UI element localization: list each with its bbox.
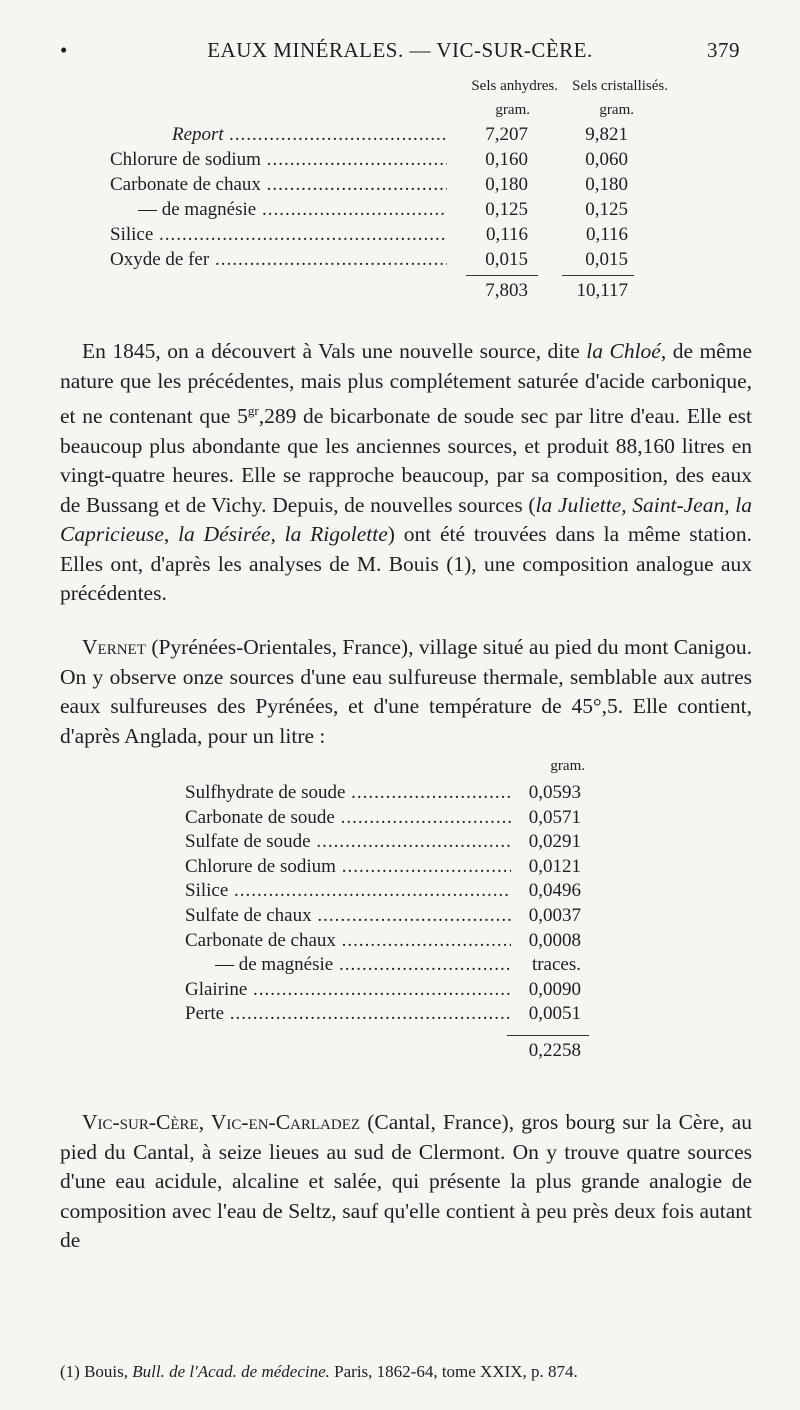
row-label: Sulfhydrate de soude ..... bbox=[185, 782, 511, 804]
value-gram: traces. bbox=[531, 954, 581, 976]
paragraph-vic-sur-cere: Vic-sur-Cère, Vic-en-Carladez (Cantal, France), gros bourg sur la Cère, au pied du Cantal, à seize lieues au sud de Clermont. On y trouve quatre sources d'une eau acidule, alcaline et salée, qui présente la plus grande analogie de composition avec l'eau de Seltz, sauf qu'elle contient à peu près deux fois autant de bbox=[60, 1110, 753, 1252]
table-row bbox=[185, 782, 605, 804]
total-rule-2 bbox=[562, 275, 634, 276]
value-anhydrous: 0,160 bbox=[485, 149, 528, 170]
value-gram: 0,0496 bbox=[528, 880, 581, 902]
row-label: Perte ..... bbox=[185, 1003, 511, 1025]
total-anhydrous: 7,803 bbox=[485, 280, 528, 301]
value-gram: 0,0090 bbox=[528, 978, 581, 1000]
value-gram: 0,0008 bbox=[528, 929, 581, 951]
source-names-list: la Juliette, Saint-Jean, la Capricieuse, la Désirée, la Rigolette bbox=[60, 492, 752, 547]
composition-table-2 bbox=[185, 758, 605, 1078]
source-name-chloe: la Chloé bbox=[586, 339, 661, 363]
total-rule-1 bbox=[466, 275, 538, 276]
row-label: Carbonate de chaux ..... bbox=[185, 930, 511, 952]
header-bullet: • bbox=[60, 38, 68, 62]
row-label: Carbonate de soude ..... bbox=[185, 807, 511, 829]
table-row bbox=[110, 199, 670, 221]
unit-gram: gram. bbox=[550, 758, 585, 774]
row-label: Carbonate de chaux ..... bbox=[110, 174, 447, 196]
place-name-vic-sur-cere: Vic-sur-Cère, Vic-en-Carladez bbox=[82, 1110, 361, 1134]
page-number: 379 bbox=[707, 38, 740, 62]
value-crystallized: 0,060 bbox=[585, 149, 628, 170]
row-label: Oxyde de fer ..... bbox=[110, 249, 447, 271]
value-anhydrous: 0,015 bbox=[485, 249, 528, 270]
footnote-journal: Bull. de l'Acad. de médecine. bbox=[132, 1362, 330, 1381]
running-header bbox=[60, 38, 740, 64]
table-row bbox=[185, 831, 605, 853]
table-row bbox=[185, 856, 605, 878]
row-label: — de magnésie ..... bbox=[215, 954, 511, 976]
row-label: Report ..... bbox=[172, 124, 447, 146]
total-rule-3 bbox=[507, 1035, 589, 1036]
unit-anhydrous: gram. bbox=[495, 102, 530, 118]
paragraph-vernet: Vernet (Pyrénées-Orientales, France), village situé au pied du mont Canigou. On y observe onze sources d'une eau sulfureuse thermale, semblable aux autres eaux sulfureuses des Pyrénées, et d'une température de 45°,5. Elle contient, d'après Anglada, pour un litre : bbox=[60, 635, 752, 748]
row-label: Chlorure de sodium ..... bbox=[110, 149, 447, 171]
value-gram: 0,0593 bbox=[528, 782, 581, 803]
value-gram: 0,0571 bbox=[528, 806, 581, 828]
row-label: Sulfate de soude ..... bbox=[185, 831, 511, 853]
value-crystallized: 0,180 bbox=[585, 174, 628, 195]
row-label: Glairine ..... bbox=[185, 979, 511, 1001]
running-title: EAUX MINÉRALES. — VIC-SUR-CÈRE. bbox=[207, 38, 593, 62]
row-label: Sulfate de chaux ..... bbox=[185, 905, 511, 927]
col-header-anhydrous: Sels anhydres. bbox=[471, 78, 558, 94]
table-row bbox=[110, 224, 670, 246]
row-label: Silice ..... bbox=[185, 880, 511, 902]
value-crystallized: 0,125 bbox=[585, 199, 628, 220]
table-row bbox=[185, 807, 605, 829]
value-anhydrous: 0,116 bbox=[485, 224, 528, 245]
row-label: — de magnésie ..... bbox=[138, 199, 447, 221]
value-anhydrous: 7,207 bbox=[485, 124, 528, 145]
table-row bbox=[185, 979, 605, 1001]
value-crystallized: 0,015 bbox=[585, 249, 628, 270]
row-label: Chlorure de sodium ..... bbox=[185, 856, 511, 878]
value-crystallized: 0,116 bbox=[585, 224, 628, 245]
table-row bbox=[185, 905, 605, 927]
paragraph-vals: En 1845, on a découvert à Vals une nouvelle source, dite la Chloé, de même nature que les précédentes, mais plus complétement saturée d'acide carbonique, et ne contenant que $5^{gr},289$ de bicarbonate de soude sec par litre d'eau. Elle est beaucoup plus abondante que les anciennes sources, et produit 88,160 litres en vingt-quatre heures. Elle se rapproche beaucoup, par sa composition, des eaux de Bussang et de Vichy. Depuis, de nouvelles sources (la Juliette, Saint-Jean, la Capricieuse, la Désirée, la Rigolette) ont été trouvées dans la même station. Elles ont, d'après les analyses de M. Bouis (1), une composition analogue aux précédentes. bbox=[60, 339, 753, 606]
value-gram: 0,0291 bbox=[528, 831, 581, 853]
value-gram: 0,0037 bbox=[528, 905, 581, 926]
footnote: (1) Bouis, Bull. de l'Acad. de médecine. Paris, 1862-64, tome XXIX, p. 874. bbox=[60, 1362, 578, 1381]
table-row bbox=[185, 930, 605, 952]
row-label: Silice ..... bbox=[110, 224, 447, 246]
value-anhydrous: 0,125 bbox=[485, 199, 528, 220]
table-row bbox=[110, 249, 670, 271]
value-anhydrous: 0,180 bbox=[485, 174, 528, 195]
table-row bbox=[110, 124, 670, 146]
table-row bbox=[110, 149, 670, 171]
place-name-vernet: Vernet bbox=[82, 635, 146, 659]
unit-crystallized: gram. bbox=[599, 102, 634, 118]
value-gram: 0,0051 bbox=[528, 1003, 581, 1025]
value-gram: 0,0121 bbox=[528, 855, 581, 877]
total-crystallized: 10,117 bbox=[576, 280, 628, 301]
table-row bbox=[185, 1003, 605, 1025]
value-crystallized: 9,821 bbox=[585, 124, 628, 145]
table-row bbox=[185, 880, 605, 902]
composition-table-1 bbox=[110, 78, 670, 338]
total-value: 0,2258 bbox=[528, 1040, 581, 1061]
col-header-crystallized: Sels cristallisés. bbox=[572, 78, 668, 94]
table-row bbox=[110, 174, 670, 196]
table-row bbox=[185, 954, 605, 976]
